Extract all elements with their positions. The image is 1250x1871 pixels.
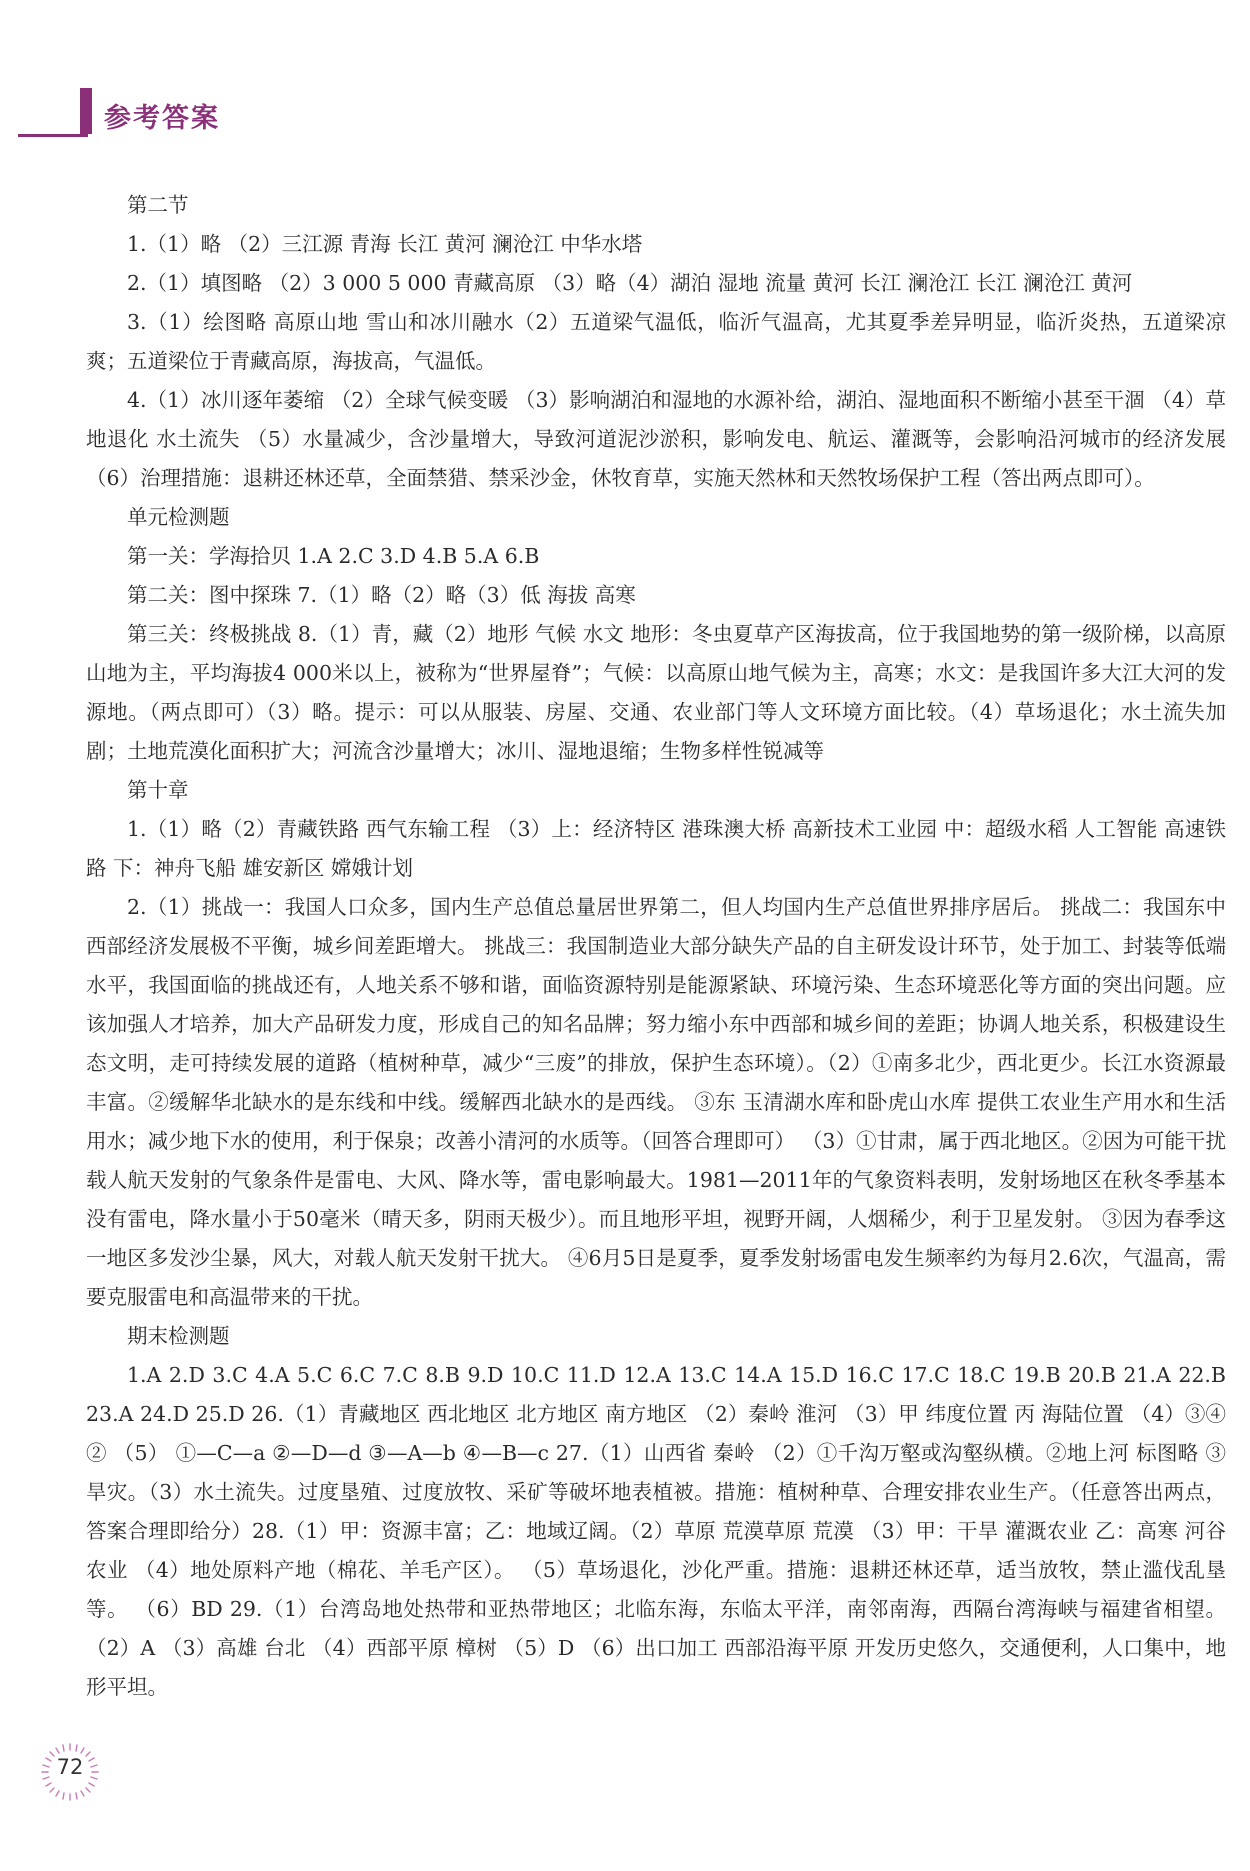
- answer-paragraph: 1.A 2.D 3.C 4.A 5.C 6.C 7.C 8.B 9.D 10.C 11.D 12.A 13.C 14.A 15.D 16.C 17.C 18.C 19.B 20.B 21.A 22.B 23.A 24.D 25.D 26.（1）青藏地区 西北地区 北方地区 南方地区 （2）秦岭 淮河 （3）甲 纬度位置 丙 海陆位置 （4）③④ ② （5） ①—C—a ②—D—d ③—A—b ④—B—c 27.（1）山西省 秦岭 （2）①千沟万壑或沟壑纵横。②地上河 标图略 ③旱灾。（3）水土流失。过度垦殖、过度放牧、采矿等破坏地表植被。措施：植树种草、合理安排农业生产。（任意答出两点，答案合理即给分）28.（1）甲：资源丰富；乙：地域辽阔。（2）草原 荒漠草原 荒漠 （3）甲：干旱 灌溉农业 乙：高寒 河谷农业 （4）地处原料产地（棉花、羊毛产区）。 （5）草场退化，沙化严重。措施：退耕还林还草，适当放牧，禁止滥伐乱垦等。 （6）BD 29.（1）台湾岛地处热带和亚热带地区；北临东海，东临太平洋，南邻南海，西隔台湾海峡与福建省相望。（2）A （3）高雄 台北 （4）西部平原 樟树 （5）D （6）出口加工 西部沿海平原 开发历史悠久，交通便利，人口集中，地形平坦。: [86, 1363, 1226, 1699]
- answer-paragraph: 2.（1）填图略 （2）3 000 5 000 青藏高原 （3）略（4）湖泊 湿地 流量 黄河 长江 澜沧江 长江 澜沧江 黄河: [127, 271, 1133, 295]
- section-heading: 期末检测题: [127, 1324, 230, 1348]
- answer-paragraph: 2.（1）挑战一：我国人口众多，国内生产总值总量居世界第二，但人均国内生产总值世界排序居后。 挑战二：我国东中西部经济发展极不平衡，城乡间差距增大。 挑战三：我国制造业大部分缺失产品的自主研发设计环节，处于加工、封装等低端水平，我国面临的挑战还有，人地关系不够和谐，面临资源特别是能源紧缺、环境污染、生态环境恶化等方面的突出问题。应该加强人才培养，加大产品研发力度，形成自己的知名品牌；努力缩小东中西部和城乡间的差距；协调人地关系，积极建设生态文明，走可持续发展的道路（植树种草，减少“三废”的排放，保护生态环境）。（2）①南多北少，西北更少。长江水资源最丰富。②缓解华北缺水的是东线和中线。缓解西北缺水的是西线。 ③东 玉清湖水库和卧虎山水库 提供工农业生产用水和生活用水；减少地下水的使用，利于保泉；改善小清河的水质等。（回答合理即可） （3）①甘肃，属于西北地区。②因为可能干扰载人航天发射的气象条件是雷电、大风、降水等，雷电影响最大。1981—2011年的气象资料表明，发射场地区在秋冬季基本没有雷电，降水量小于50毫米（晴天多，阴雨天极少）。而且地形平坦，视野开阔，人烟稀少，利于卫星发射。 ③因为春季这一地区多发沙尘暴，风大，对载人航天发射干扰大。 ④6月5日是夏季，夏季发射场雷电发生频率约为每月2.6次，气温高，需要克服雷电和高温带来的干扰。: [86, 895, 1226, 1309]
- header-accent-block: [80, 88, 92, 134]
- answer-paragraph: 第一关：学海拾贝 1.A 2.C 3.D 4.B 5.A 6.B: [127, 544, 540, 568]
- answer-paragraph: 4.（1）冰川逐年萎缩 （2）全球气候变暖 （3）影响湖泊和湿地的水源补给，湖泊、湿地面积不断缩小甚至干涸 （4）草地退化 水土流失 （5）水量减少，含沙量增大，导致河道泥沙淤积，影响发电、航运、灌溉等，会影响沿河城市的经济发展 （6）治理措施：退耕还林还草，全面禁猎、禁采沙金，休牧育草，实施天然林和天然牧场保护工程（答出两点即可）。: [86, 388, 1226, 490]
- answer-paragraph: 3.（1）绘图略 高原山地 雪山和冰川融水（2）五道梁气温低，临沂气温高，尤其夏季差异明显，临沂炎热，五道梁凉爽；五道梁位于青藏高原，海拔高，气温低。: [86, 310, 1226, 373]
- answer-paragraph: 1.（1）略（2）青藏铁路 西气东输工程 （3）上：经济特区 港珠澳大桥 高新技术工业园 中：超级水稻 人工智能 高速铁路 下：神舟飞船 雄安新区 嫦娥计划: [86, 817, 1226, 880]
- answer-paragraph: 第三关：终极挑战 8.（1）青，藏（2）地形 气候 水文 地形：冬虫夏草产区海拔高，位于我国地势的第一级阶梯，以高原山地为主，平均海拔4 000米以上，被称为“世界屋脊”；气候：以高原山地气候为主，高寒；水文：是我国许多大江大河的发源地。（两点即可）（3）略。提示：可以从服装、房屋、交通、农业部门等人文环境方面比较。（4）草场退化；水土流失加剧；土地荒漠化面积扩大；河流含沙量增大；冰川、湿地退缩；生物多样性锐减等: [86, 622, 1226, 763]
- section-heading: 单元检测题: [127, 505, 230, 529]
- page-title: 参考答案: [104, 103, 220, 134]
- answer-paragraph: 第二关：图中探珠 7.（1）略（2）略（3）低 海拔 高寒: [127, 583, 636, 607]
- section-heading: 第十章: [127, 778, 189, 802]
- header-rule: [18, 88, 88, 137]
- answer-content: [86, 186, 1226, 1707]
- answer-paragraph: 1.（1）略 （2）三江源 青海 长江 黄河 澜沧江 中华水塔: [127, 232, 643, 256]
- section-heading: 第二节: [127, 193, 189, 217]
- page-number: 72: [56, 1755, 84, 1779]
